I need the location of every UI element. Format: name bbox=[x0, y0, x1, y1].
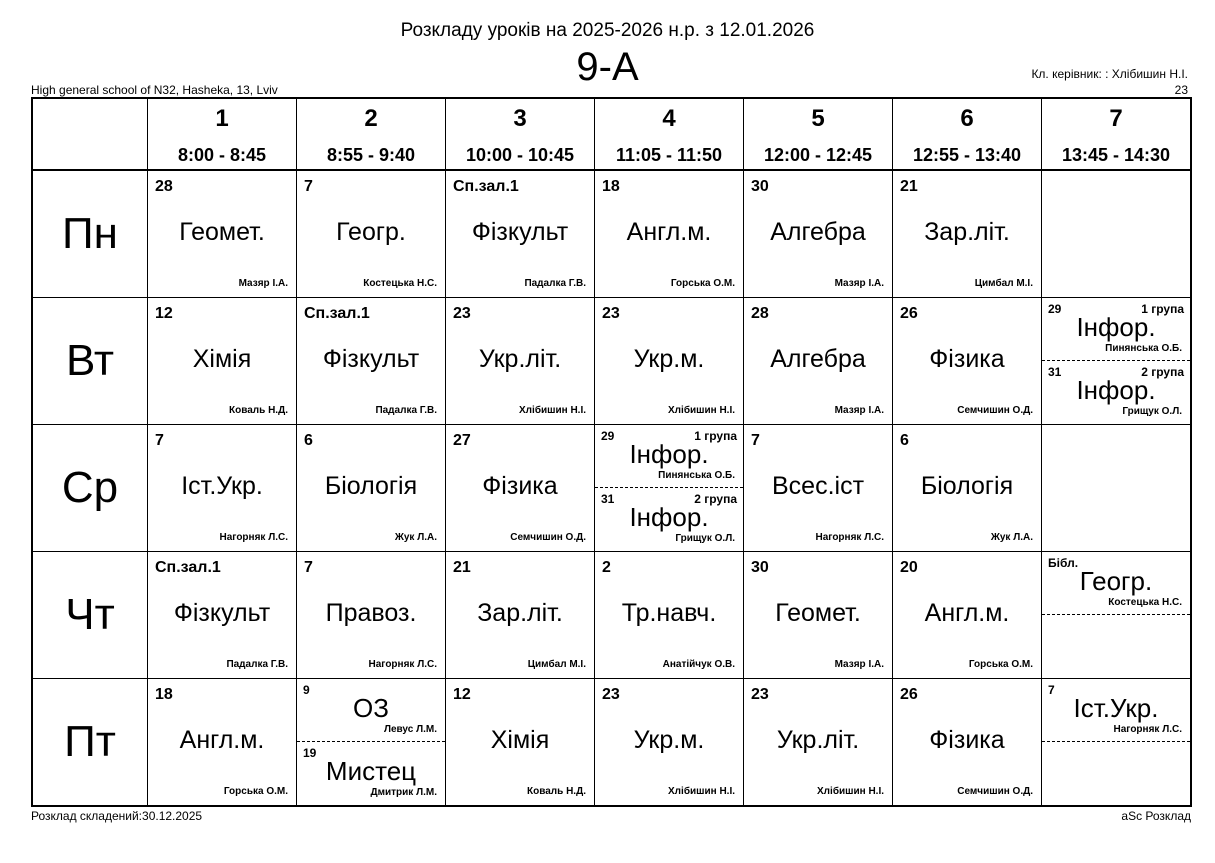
subject: ОЗ bbox=[353, 693, 389, 723]
day-row bbox=[32, 170, 1191, 298]
room-number: 26 bbox=[900, 305, 918, 322]
lesson-cell bbox=[446, 425, 595, 552]
subject: Англ.м. bbox=[924, 599, 1010, 627]
teacher-name: Анатійчук О.В. bbox=[662, 659, 735, 670]
subject: Тр.навч. bbox=[621, 599, 717, 627]
lesson-cell bbox=[744, 170, 893, 298]
period-time: 8:55 - 9:40 bbox=[326, 145, 416, 165]
lesson-cell bbox=[744, 425, 893, 552]
room-number: Сп.зал.1 bbox=[453, 178, 519, 195]
period-time: 12:00 - 12:45 bbox=[763, 145, 873, 165]
day-name: Вт bbox=[32, 298, 148, 425]
teacher-name: Дмитрик Л.М. bbox=[370, 787, 437, 798]
lesson bbox=[744, 552, 892, 678]
lesson bbox=[148, 679, 296, 805]
teacher-name: Горська О.М. bbox=[968, 659, 1033, 670]
period-number: 4 bbox=[662, 105, 676, 132]
subject: Мистец bbox=[325, 756, 417, 786]
subject: Алгебра bbox=[770, 218, 866, 246]
subject: Іст.Укр. bbox=[181, 472, 263, 500]
room-number: 23 bbox=[602, 305, 620, 322]
subject: Геогр. bbox=[336, 218, 406, 246]
subject: Геогр. bbox=[1079, 566, 1153, 596]
period-header-1 bbox=[148, 98, 297, 170]
lesson-cell bbox=[297, 298, 446, 425]
teacher-name: Падалка Г.В. bbox=[226, 659, 288, 670]
period-number: 6 bbox=[960, 105, 974, 132]
subject: Зар.літ. bbox=[477, 599, 563, 627]
teacher-name: Хлібишин Н.І. bbox=[668, 405, 735, 416]
subject: Інфор. bbox=[1076, 312, 1156, 342]
subject: Хімія bbox=[490, 726, 550, 754]
lesson bbox=[744, 425, 892, 551]
page-number: 23 bbox=[1174, 83, 1188, 97]
room-number: 31 bbox=[1048, 365, 1062, 379]
lesson-cell bbox=[744, 679, 893, 807]
group-lesson bbox=[1042, 298, 1190, 361]
lesson bbox=[893, 425, 1041, 551]
period-header-5 bbox=[744, 98, 893, 170]
period-header-4 bbox=[595, 98, 744, 170]
subject: Правоз. bbox=[325, 599, 417, 627]
subject: Геомет. bbox=[179, 218, 265, 246]
lesson bbox=[297, 425, 445, 551]
corner-cell bbox=[32, 98, 148, 170]
lesson-cell bbox=[1042, 679, 1192, 807]
lesson-cell bbox=[893, 425, 1042, 552]
room-number: 18 bbox=[602, 178, 620, 195]
lesson bbox=[446, 552, 594, 678]
lesson-cell bbox=[148, 298, 297, 425]
subject: Алгебра bbox=[770, 345, 866, 373]
period-number: 5 bbox=[811, 105, 825, 132]
room-number: Сп.зал.1 bbox=[155, 559, 221, 576]
day-name: Пт bbox=[32, 679, 148, 807]
lesson bbox=[893, 679, 1041, 805]
teacher-name: Падалка Г.В. bbox=[524, 278, 586, 289]
lesson bbox=[595, 298, 743, 424]
room-number: 6 bbox=[304, 432, 313, 449]
teacher-name: Жук Л.А. bbox=[394, 532, 437, 543]
period-header-7 bbox=[1042, 98, 1192, 170]
room-number: 28 bbox=[751, 305, 769, 322]
lesson-cell bbox=[893, 170, 1042, 298]
lesson-cell bbox=[148, 425, 297, 552]
lesson bbox=[446, 298, 594, 424]
period-time: 12:55 - 13:40 bbox=[912, 145, 1022, 165]
subject: Зар.літ. bbox=[924, 218, 1010, 246]
subject: Фізика bbox=[929, 345, 1005, 373]
group-lesson bbox=[1042, 361, 1190, 423]
teacher-name: Пинянська О.Б. bbox=[1105, 343, 1182, 354]
period-header-2 bbox=[297, 98, 446, 170]
group-label: 1 група bbox=[694, 429, 737, 443]
room-number: 26 bbox=[900, 686, 918, 703]
lesson bbox=[893, 552, 1041, 678]
subject: Біологія bbox=[920, 472, 1014, 500]
subject: Інфор. bbox=[629, 502, 709, 532]
lesson-cell bbox=[446, 679, 595, 807]
lesson-cell bbox=[148, 170, 297, 298]
lesson bbox=[893, 298, 1041, 424]
room-number: 23 bbox=[602, 686, 620, 703]
lesson-cell bbox=[893, 552, 1042, 679]
lesson bbox=[297, 552, 445, 678]
group-label: 2 група bbox=[694, 492, 737, 506]
room-number: 21 bbox=[900, 178, 918, 195]
lesson bbox=[446, 679, 594, 805]
room-number: 30 bbox=[751, 559, 769, 576]
room-number: 20 bbox=[900, 559, 918, 576]
period-number: 1 bbox=[215, 105, 229, 132]
software-name: aSc Розклад bbox=[1121, 809, 1191, 823]
period-time: 10:00 - 10:45 bbox=[465, 145, 575, 165]
group-lesson bbox=[595, 425, 743, 488]
room-number: 29 bbox=[601, 429, 615, 443]
lesson bbox=[744, 298, 892, 424]
lesson bbox=[148, 425, 296, 551]
room-number: 29 bbox=[1048, 302, 1062, 316]
room-number: 19 bbox=[303, 746, 317, 760]
subject: Фізкульт bbox=[173, 599, 271, 627]
subject: Укр.літ. bbox=[478, 345, 562, 373]
room-number: 7 bbox=[304, 178, 313, 195]
subject: Укр.м. bbox=[633, 726, 705, 754]
teacher-name: Горська О.М. bbox=[223, 786, 288, 797]
period-number: 7 bbox=[1109, 105, 1123, 132]
room-number: Сп.зал.1 bbox=[304, 305, 370, 322]
page-title: Розкладу уроків на 2025-2026 н.р. з 12.01.2026 bbox=[400, 20, 815, 41]
room-number: 12 bbox=[453, 686, 471, 703]
room-number: 7 bbox=[304, 559, 313, 576]
period-time: 13:45 - 14:30 bbox=[1061, 145, 1171, 165]
teacher-name: Нагорняк Л.С. bbox=[219, 532, 288, 543]
teacher-name: Падалка Г.В. bbox=[375, 405, 437, 416]
teacher-name: Грищук О.Л. bbox=[1122, 406, 1182, 417]
teacher-name: Пинянська О.Б. bbox=[658, 470, 735, 481]
class-teacher: Кл. керівник: : Хлібишин Н.І. bbox=[1031, 67, 1188, 81]
lesson-cell bbox=[297, 679, 446, 807]
day-name: Пн bbox=[32, 170, 148, 298]
period-header-row bbox=[32, 98, 1191, 170]
subject: Фізика bbox=[482, 472, 558, 500]
teacher-name: Коваль Н.Д. bbox=[527, 786, 586, 797]
subject: Хімія bbox=[192, 345, 252, 373]
lesson-cell bbox=[595, 679, 744, 807]
room-number: 21 bbox=[453, 559, 471, 576]
lesson-cell bbox=[595, 425, 744, 552]
subject: Інфор. bbox=[1076, 375, 1156, 405]
group-lesson bbox=[1042, 679, 1190, 742]
teacher-name: Мазяр І.А. bbox=[834, 659, 884, 670]
lesson bbox=[595, 679, 743, 805]
teacher-name: Хлібишин Н.І. bbox=[519, 405, 586, 416]
lesson bbox=[446, 171, 594, 297]
lesson-cell bbox=[595, 552, 744, 679]
room-number: 2 bbox=[602, 559, 611, 576]
subject: Геомет. bbox=[775, 599, 861, 627]
lesson-cell bbox=[297, 425, 446, 552]
teacher-name: Нагорняк Л.С. bbox=[1113, 724, 1182, 735]
period-number: 3 bbox=[513, 105, 527, 132]
subject: Фізика bbox=[929, 726, 1005, 754]
lesson-cell bbox=[1042, 298, 1192, 425]
class-name: 9-A bbox=[576, 45, 639, 89]
lesson-cell bbox=[446, 298, 595, 425]
period-time: 11:05 - 11:50 bbox=[615, 145, 723, 165]
subject: Біологія bbox=[324, 472, 418, 500]
room-number: 12 bbox=[155, 305, 173, 322]
teacher-name: Нагорняк Л.С. bbox=[815, 532, 884, 543]
subject: Інфор. bbox=[629, 439, 709, 469]
period-header-6 bbox=[893, 98, 1042, 170]
teacher-name: Горська О.М. bbox=[670, 278, 735, 289]
group-lesson bbox=[1042, 552, 1190, 615]
lesson-cell bbox=[1042, 425, 1192, 552]
lesson-cell bbox=[446, 552, 595, 679]
period-header-3 bbox=[446, 98, 595, 170]
subject: Укр.літ. bbox=[776, 726, 860, 754]
room-number: 31 bbox=[601, 492, 615, 506]
teacher-name: Грищук О.Л. bbox=[675, 533, 735, 544]
lesson-cell bbox=[744, 298, 893, 425]
teacher-name: Цимбал М.І. bbox=[527, 659, 586, 670]
teacher-name: Костецька Н.С. bbox=[363, 278, 437, 289]
group-lesson bbox=[595, 488, 743, 550]
teacher-name: Цимбал М.І. bbox=[974, 278, 1033, 289]
lesson bbox=[744, 171, 892, 297]
lesson-cell bbox=[595, 170, 744, 298]
day-row bbox=[32, 425, 1191, 552]
teacher-name: Хлібишин Н.І. bbox=[817, 786, 884, 797]
teacher-name: Костецька Н.С. bbox=[1108, 597, 1182, 608]
lesson-cell bbox=[893, 298, 1042, 425]
school-name: High general school of N32, Hasheka, 13, Lviv bbox=[31, 83, 278, 97]
lesson-cell bbox=[297, 552, 446, 679]
subject: Укр.м. bbox=[633, 345, 705, 373]
created-date: Розклад складений:30.12.2025 bbox=[31, 809, 203, 823]
period-number: 2 bbox=[364, 105, 378, 132]
day-row bbox=[32, 298, 1191, 425]
room-number: 18 bbox=[155, 686, 173, 703]
day-row bbox=[32, 679, 1191, 807]
teacher-name: Левус Л.М. bbox=[383, 724, 437, 735]
room-number: Бібл. bbox=[1048, 556, 1079, 570]
teacher-name: Жук Л.А. bbox=[990, 532, 1033, 543]
teacher-name: Коваль Н.Д. bbox=[229, 405, 288, 416]
subject: Англ.м. bbox=[179, 726, 265, 754]
lesson bbox=[148, 171, 296, 297]
teacher-name: Мазяр І.А. bbox=[834, 405, 884, 416]
lesson-cell bbox=[595, 298, 744, 425]
teacher-name: Семчишин О.Д. bbox=[957, 405, 1033, 416]
day-name: Чт bbox=[32, 552, 148, 679]
group-label: 2 група bbox=[1141, 365, 1184, 379]
room-number: 9 bbox=[303, 683, 310, 697]
lesson bbox=[297, 298, 445, 424]
lesson bbox=[297, 171, 445, 297]
teacher-name: Хлібишин Н.І. bbox=[668, 786, 735, 797]
day-row bbox=[32, 552, 1191, 679]
lesson-cell bbox=[148, 679, 297, 807]
lesson bbox=[148, 552, 296, 678]
lesson-cell bbox=[744, 552, 893, 679]
lesson-cell bbox=[1042, 552, 1192, 679]
subject: Всес.іст bbox=[771, 472, 865, 500]
teacher-name: Мазяр І.А. bbox=[834, 278, 884, 289]
teacher-name: Семчишин О.Д. bbox=[510, 532, 586, 543]
lesson-cell bbox=[893, 679, 1042, 807]
subject: Іст.Укр. bbox=[1073, 693, 1159, 723]
lesson-cell bbox=[446, 170, 595, 298]
group-label: 1 група bbox=[1141, 302, 1184, 316]
lesson-cell bbox=[148, 552, 297, 679]
period-time: 8:00 - 8:45 bbox=[177, 145, 267, 165]
room-number: 23 bbox=[453, 305, 471, 322]
lesson bbox=[595, 552, 743, 678]
lesson bbox=[744, 679, 892, 805]
teacher-name: Семчишин О.Д. bbox=[957, 786, 1033, 797]
room-number: 27 bbox=[453, 432, 471, 449]
timetable bbox=[31, 97, 1192, 807]
teacher-name: Мазяр І.А. bbox=[238, 278, 288, 289]
room-number: 7 bbox=[1048, 683, 1055, 697]
subject: Англ.м. bbox=[626, 218, 712, 246]
room-number: 7 bbox=[155, 432, 164, 449]
lesson bbox=[148, 298, 296, 424]
lesson bbox=[595, 171, 743, 297]
day-name: Ср bbox=[32, 425, 148, 552]
subject: Фізкульт bbox=[322, 345, 420, 373]
room-number: 23 bbox=[751, 686, 769, 703]
lesson-cell bbox=[297, 170, 446, 298]
subject: Фізкульт bbox=[471, 218, 569, 246]
lesson-cell bbox=[1042, 170, 1192, 298]
lesson bbox=[893, 171, 1041, 297]
room-number: 7 bbox=[751, 432, 760, 449]
room-number: 28 bbox=[155, 178, 173, 195]
group-lesson bbox=[297, 742, 445, 804]
room-number: 6 bbox=[900, 432, 909, 449]
group-lesson bbox=[297, 679, 445, 742]
teacher-name: Нагорняк Л.С. bbox=[368, 659, 437, 670]
room-number: 30 bbox=[751, 178, 769, 195]
lesson bbox=[446, 425, 594, 551]
